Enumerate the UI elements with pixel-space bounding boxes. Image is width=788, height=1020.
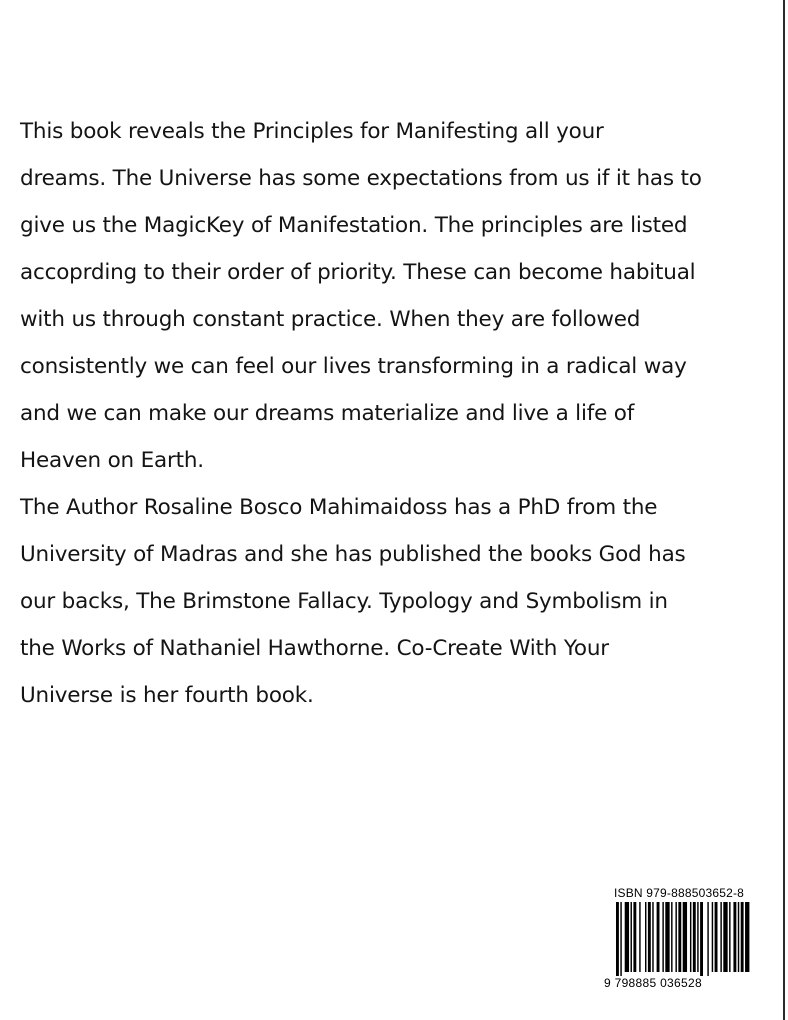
author-bio-line: the Works of Nathaniel Hawthorne. Co-Create With Your <box>20 636 609 661</box>
barcode-bar <box>645 902 646 972</box>
blurb-line: This book reveals the Principles for Manifesting all your <box>20 119 604 144</box>
barcode-bars-graphic <box>604 902 754 976</box>
isbn-label: ISBN 979-888503652-8 <box>613 886 745 900</box>
barcode-bar <box>693 902 696 972</box>
barcode-bar <box>639 902 640 972</box>
blurb-line: accoprding to their order of priority. These can become habitual <box>20 260 696 285</box>
author-bio-line: our backs, The Brimstone Fallacy. Typology and Symbolism in <box>20 589 668 614</box>
barcode-bar <box>616 902 619 976</box>
blurb-line: and we can make our dreams materialize and live a life of <box>20 401 635 426</box>
barcode-bar <box>690 902 691 972</box>
barcode-bar <box>723 902 727 972</box>
barcode-bar <box>631 902 632 972</box>
barcode-bar <box>700 902 703 976</box>
barcode-bar <box>715 902 718 972</box>
barcode-bar <box>738 902 739 972</box>
barcode-bar <box>683 902 687 972</box>
page-edge-line <box>783 0 785 1020</box>
barcode-bar <box>745 902 749 972</box>
author-bio-line: The Author Rosaline Bosco Mahimaidoss has a PhD from the <box>20 495 658 520</box>
isbn-barcode <box>604 886 754 993</box>
isbn-digits: 9 798885 036528 <box>604 976 702 990</box>
barcode-bar <box>720 902 721 972</box>
barcode-bar <box>675 902 676 972</box>
barcode-bar <box>733 902 736 972</box>
barcode-bar <box>729 902 730 972</box>
barcode-bar <box>657 902 660 972</box>
barcode-bar <box>678 902 681 972</box>
blurb-line: dreams. The Universe has some expectations from us if it has to <box>20 166 702 191</box>
back-cover-blurb <box>20 108 765 719</box>
barcode-bar <box>620 902 621 976</box>
blurb-line: give us the MagicKey of Manifestation. The principles are listed <box>20 213 688 238</box>
barcode-bar <box>665 902 669 972</box>
barcode-bar <box>662 902 663 972</box>
barcode-bar <box>697 902 698 972</box>
barcode-bar <box>648 902 651 972</box>
blurb-line: consistently we can feel our lives transforming in a radical way <box>20 354 687 379</box>
barcode-bar <box>652 902 653 972</box>
barcode-bar <box>633 902 636 972</box>
barcode-bar <box>741 902 744 972</box>
author-bio-line: University of Madras and she has published the books God has <box>20 542 686 567</box>
blurb-line: Heaven on Earth. <box>20 448 204 473</box>
barcode-bar <box>671 902 672 972</box>
author-bio-line: Universe is her fourth book. <box>20 683 314 708</box>
blurb-line: with us through constant practice. When they are followed <box>20 307 641 332</box>
barcode-bar <box>707 902 708 976</box>
barcode-bar <box>712 902 713 972</box>
barcode-bar <box>625 902 629 972</box>
